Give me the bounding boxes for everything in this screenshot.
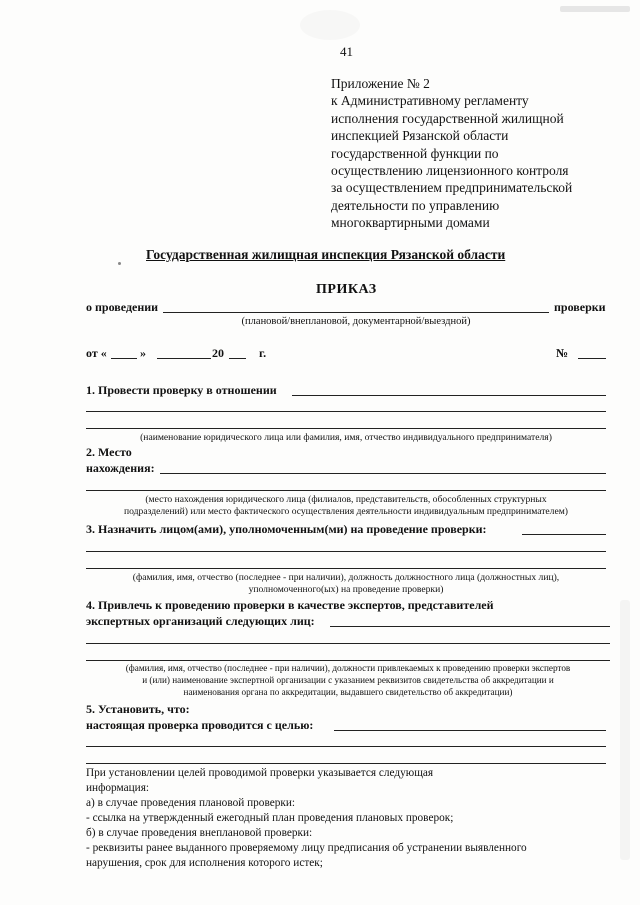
day-field[interactable] [111,358,137,359]
inspector-field-line[interactable] [86,568,606,569]
number-field[interactable] [578,358,606,359]
notes-line: При установлении целей проводимой проверки указывается следующая [86,767,434,779]
experts-field[interactable] [330,626,610,627]
section-1-hint: (наименование юридического лица или фамилия, имя, отчество индивидуального предпринимателя) [140,432,552,443]
about-prefix: о проведении [86,300,159,314]
number-label: № [556,346,569,360]
section-5-label: 5. Установить, что: [86,702,190,716]
notes-line: а) в случае проведения плановой проверки: [86,797,296,809]
appendix-line: осуществлению лицензионного контроля [331,163,569,179]
year-field[interactable] [229,358,246,359]
page-number: 41 [340,44,353,59]
notes-line: - реквизиты ранее выданного проверяемому лицу предписания об устранении выявленного [86,842,527,854]
notes-line: - ссылка на утвержденный ежегодный план проведения плановых проверок; [86,812,454,824]
date-close: » [140,346,146,360]
section-2-hint-1: (место нахождения юридического лица (филиалов, представительств, обособленных структурных [145,494,547,505]
appendix-line: многоквартирными домами [331,215,490,231]
appendix-line: исполнения государственной жилищной [331,110,564,126]
notes-line: б) в случае проведения внеплановой проверки: [86,827,313,839]
appendix-line: инспекцией Рязанской области [331,128,509,144]
experts-field-line[interactable] [86,643,610,644]
section-4-hint-3: наименования органа по аккредитации, выдавшего свидетельство об аккредитации) [183,687,513,697]
scan-artifact [620,600,630,860]
section-4-label-2: экспертных организаций следующих лиц: [86,614,315,628]
appendix-line: за осуществлением предпринимательской [331,180,573,196]
section-2-hint-2: подразделений) или место фактического осуществления деятельности индивидуальным предпринимателем) [124,506,568,517]
inspector-field[interactable] [522,534,606,535]
organization-name: Государственная жилищная инспекция Рязанской области [146,247,506,262]
location-field[interactable] [160,473,606,474]
appendix-line: к Административному регламенту [331,93,529,109]
date-year: 20 [212,346,224,360]
purpose-field-line[interactable] [86,746,606,747]
document-title: ПРИКАЗ [316,282,377,297]
appendix-line: деятельности по управлению [331,197,500,213]
section-3-hint-1: (фамилия, имя, отчество (последнее - при наличии), должность должностного лица (должностных лиц), [132,572,560,583]
month-field[interactable] [157,358,211,359]
section-1-field-line[interactable] [86,411,606,412]
about-suffix: проверки [554,300,606,314]
inspector-field-line[interactable] [86,551,606,552]
date-year-suffix: г. [259,346,267,360]
section-3-hint-2: уполномоченного(ых) на проведение проверки) [248,584,444,595]
scan-artifact [300,10,360,40]
purpose-field[interactable] [334,730,606,731]
inspection-type-field[interactable] [163,312,549,313]
appendix-block [331,75,621,232]
about-hint: (плановой/внеплановой, документарной/выездной) [241,316,471,327]
section-4-hint-1: (фамилия, имя, отчество (последнее - при наличии), должности привлекаемых к проведению проверки экспертов [125,663,571,673]
appendix-line: государственной функции по [331,145,499,161]
notes-line: нарушения, срок для исполнения которого истек; [86,857,323,869]
purpose-field-line[interactable] [86,763,606,764]
section-3-label: 3. Назначить лицом(ами), уполномоченным(ми) на проведение проверки: [86,522,487,536]
section-4-label-1: 4. Привлечь к проведению проверки в качестве экспертов, представителей [86,598,494,612]
section-5-label-2: настоящая проверка проводится с целью: [86,718,314,732]
section-2-label-2: нахождения: [86,461,155,475]
appendix-line: Приложение № 2 [331,76,430,91]
location-field-line[interactable] [86,490,606,491]
notes-line: информация: [86,782,150,794]
date-from: от « [86,346,107,360]
section-4-hint-2: и (или) наименование экспертной организации с указанием реквизитов свидетельства об аккредитации и [142,675,554,685]
section-1-label: 1. Провести проверку в отношении [86,383,277,397]
section-1-field[interactable] [292,395,606,396]
scan-artifact [118,262,121,265]
experts-field-line[interactable] [86,660,610,661]
section-2-label: 2. Место [86,445,132,459]
scan-artifact [560,6,630,12]
section-1-field-line[interactable] [86,428,606,429]
